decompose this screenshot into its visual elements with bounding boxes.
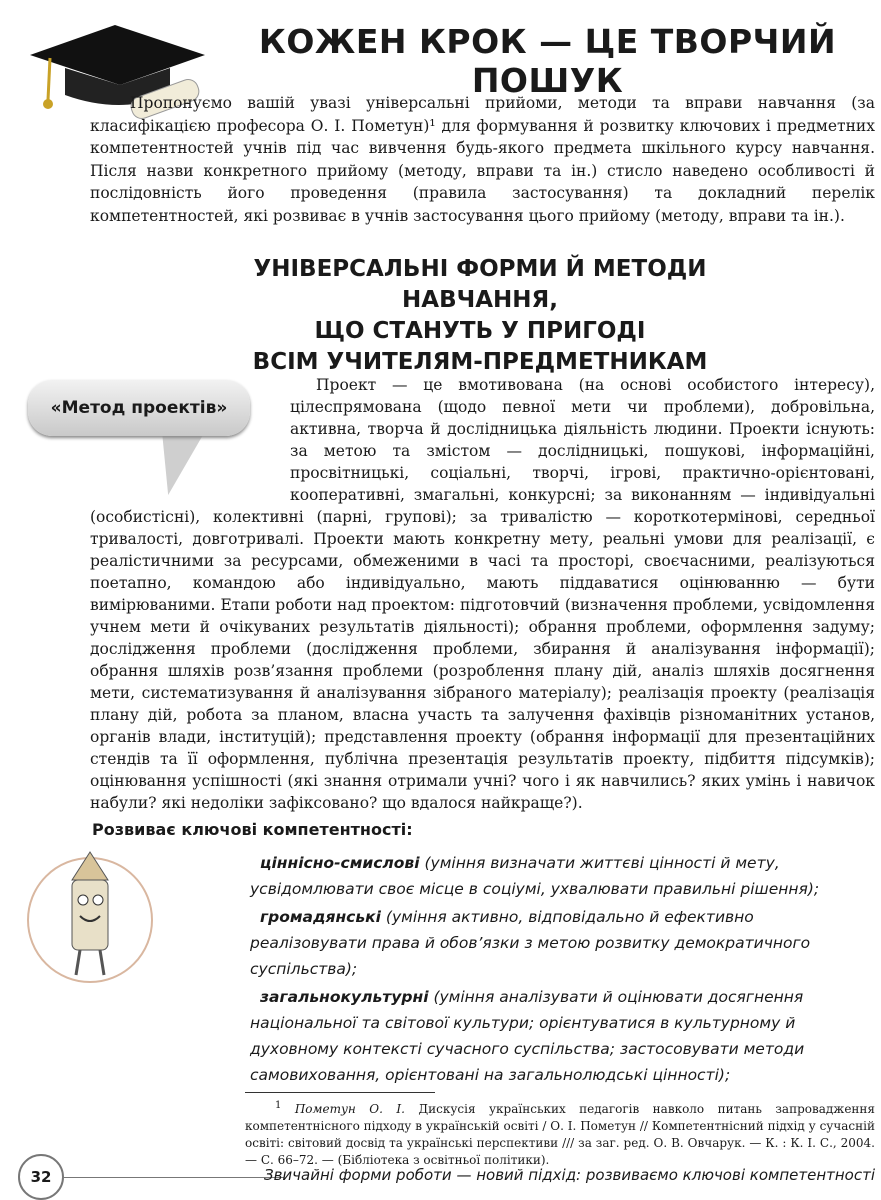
pencil-mascot-icon	[20, 850, 160, 990]
competence-name: ціннісно-смислові	[260, 854, 420, 872]
intro-paragraph: Пропонуємо вашій увазі універсальні прийоми, методи та вправи навчання (за класифікацією професора О. І. Пометун)¹ для формування й розвитку ключових і предметних компетентностей учнів під час вивчення будь-якого предмета шкільного курсу навчання. Після назви конкретного прийому (методу, вправи та ін.) стисло наведено особливості й послідовність його проведення (правила застосування) та докладний перелік компетентностей, які розвиває в учнів застосування цього прийому (методу, вправи та ін.).	[90, 94, 875, 225]
competence-item	[250, 850, 875, 902]
footer-line	[64, 1177, 284, 1178]
competence-item	[250, 904, 875, 982]
competence-desc: (уміння активно, відповідально й ефективно реалізовувати права й обов’язки з метою розвитку демократичного суспільства);	[250, 908, 811, 978]
competence-name: громадянські	[260, 908, 381, 926]
page-number: 32	[18, 1154, 64, 1200]
method-description	[90, 374, 875, 814]
footnote	[245, 1097, 875, 1169]
method-label-bubble: «Метод проектів»	[28, 380, 250, 436]
section-heading-line: ВСІМ УЧИТЕЛЯМ-ПРЕДМЕТНИКАМ	[252, 349, 708, 375]
footnote-divider	[245, 1092, 435, 1093]
page-title: КОЖЕН КРОК — ЦЕ ТВОРЧИЙ ПОШУК	[258, 22, 837, 100]
method-text: Проект — це вмотивована (на основі особистого інтересу), цілеспрямована (щодо певної мети чи проблеми), добровільна, активна, творча й дослідницька діяльність людини. Проекти існують: за метою та змістом — дослідницькі, пошукові, інформаційні, просвітницькі, соціальні, творчі, ігрові, практично-орієнтовані, кооперативні, змагальні, конкурсні; за виконанням — індивідуальні (особистісні), колективні (парні, групові); за тривалістю — короткотермінові, середньої тривалості, довготривалі. Проекти мають конкретну мету, реальні умови для реалізації, є реалістичними за ресурсами, обмеженими в часі та просторі, своєчасними, реалізуються поетапно, командою або індивідуально, мають піддаватися оцінюванню — бути вимірюваними. Етапи роботи над проектом: підготовчий (визначення проблеми, усвідомлення учнем мети й очікуваних результатів діяльності); обрання проблеми, оформлення задуму; дослідження проблеми (дослідження проблеми, збирання й аналізування інформації); обрання шляхів розв’язання проблеми (розроблення плану дій, аналіз шляхів досягнення мети, систематизування й аналізування зібраного матеріалу); реалізація проекту (реалізація плану дій, робота за планом, власна участь та залучення фахівців різноманітних установ, органів влади, інституцій); представлення проекту (обрання інформації для презентаційних стендів та її оформлення, публічна презентація результатів проекту, підбиття підсумків); оцінювання успішності (які знання отримали учні? чого і як навчились? яких умінь і навичок набули? які недоліки зафіксовано? що вдалося найкраще?).	[90, 376, 875, 812]
footnote-mark: 1	[275, 1100, 282, 1111]
section-heading-line: ЩО СТАНУТЬ У ПРИГОДІ	[314, 318, 646, 344]
competences-heading: Розвиває ключові компетентності:	[92, 820, 413, 839]
footnote-text: Дискусія українських педагогів навколо питань запровадження компетентнісного підходу в українській освіті / О. І. Пометун // Компетентнісний підхід у сучасній освіті: світовий досвід та українські перспективи /// за заг. ред. О. В. Овчарук. — К. : К. І. С., 2004. — С. 66–72. — (Бібліотека з освітньої політики).	[245, 1102, 875, 1167]
section-heading-line: УНІВЕРСАЛЬНІ ФОРМИ Й МЕТОДИ НАВЧАННЯ,	[253, 256, 707, 313]
competence-desc: (уміння визначати життєві цінності й мету, усвідомлювати своє місце в соціумі, ухвалювати правильні рішення);	[250, 854, 820, 898]
competence-item	[250, 984, 875, 1088]
running-title: Звичайні форми роботи — новий підхід: розвиваємо ключові компетентності	[263, 1166, 875, 1184]
footnote-author: Пометун О. І.	[294, 1102, 405, 1116]
competence-name: загальнокультурні	[260, 988, 429, 1006]
competence-desc: (уміння аналізувати й оцінювати досягнення національної та світової культури; орієнтуватися в культурному й духовному контексті сучасного суспільства; застосовувати методи самовиховання, орієнтовані на загальнолюдські цінності);	[250, 988, 805, 1084]
section-heading	[200, 254, 760, 378]
competences-list	[250, 850, 875, 1090]
bubble-spacer	[90, 374, 290, 504]
